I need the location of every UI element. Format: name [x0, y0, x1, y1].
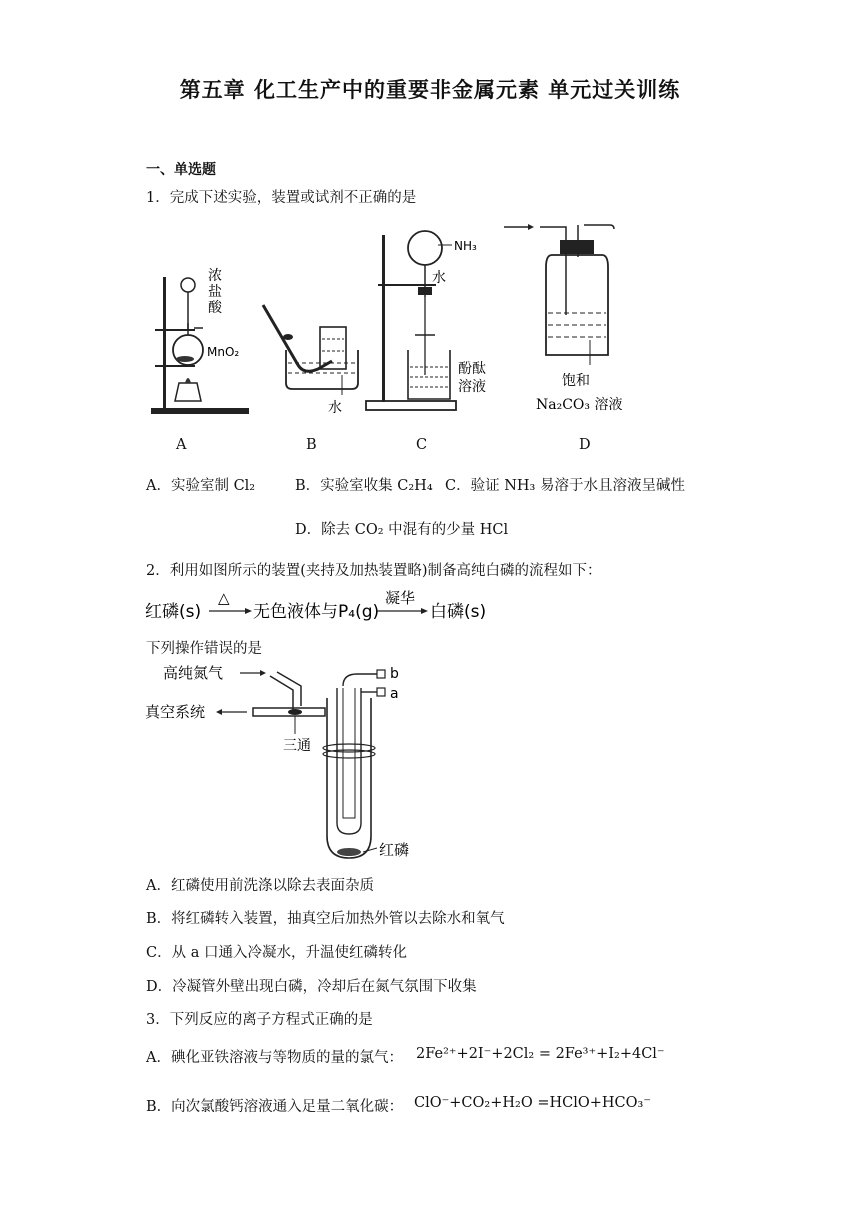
q3-stem: 3．下列反应的离子方程式正确的是 — [146, 1012, 373, 1028]
label-saturated: 饱和 — [562, 373, 590, 389]
q3-option-b-equation: ClO⁻+CO₂+H₂O =HClO+HCO₃⁻ — [414, 1095, 651, 1111]
label-water-b: 水 — [328, 400, 342, 416]
q1-option-d: D．除去 CO₂ 中混有的少量 HCl — [295, 522, 509, 538]
flow-deposition: 凝华 — [385, 589, 416, 607]
apparatus-d-figure — [500, 215, 645, 420]
caption-c: C — [416, 437, 428, 453]
q2-option-a: A．红磷使用前洗涤以除去表面杂质 — [146, 878, 374, 894]
flow-white-phosphorus: 白磷(s) — [430, 602, 487, 622]
q2-flow-diagram — [145, 586, 505, 630]
caption-a: A — [176, 437, 187, 453]
q1-option-c: C．验证 NH₃ 易溶于水且溶液呈碱性 — [445, 478, 685, 494]
q2-option-c: C．从 a 口通入冷凝水，升温使红磷转化 — [146, 945, 407, 961]
q2-apparatus-figure — [145, 658, 415, 868]
label-water-c: 水 — [432, 270, 446, 286]
label-tee: 三通 — [283, 738, 311, 754]
label-mno2: MnO₂ — [207, 345, 240, 359]
q1-option-a: A．实验室制 Cl₂ — [146, 478, 256, 494]
flow-red-phosphorus: 红磷(s) — [145, 602, 202, 622]
q2-stem: 2．利用如图所示的装置(夹持及加热装置略)制备高纯白磷的流程如下： — [146, 563, 602, 579]
label-nh3: NH₃ — [454, 239, 477, 253]
page-title: 第五章 化工生产中的重要非金属元素 单元过关训练 — [179, 78, 681, 102]
q3-option-b-text: B．向次氯酸钙溶液通入足量二氧化碳： — [146, 1099, 404, 1115]
q2-option-b: B．将红磷转入装置，抽真空后加热外管以去除水和氧气 — [146, 911, 505, 927]
caption-b: B — [306, 437, 317, 453]
section-heading: 一、单选题 — [146, 162, 216, 178]
q3-option-a-equation: 2Fe²⁺+2I⁻+2Cl₂ = 2Fe³⁺+I₂+4Cl⁻ — [416, 1046, 665, 1062]
apparatus-a-figure — [145, 255, 260, 420]
label-conc: 浓 — [208, 268, 222, 284]
label-phenol-1: 酚酞 — [458, 361, 486, 377]
q2-sub: 下列操作错误的是 — [146, 641, 262, 657]
label-red-phosphorus: 红磷 — [379, 841, 410, 859]
label-vacuum: 真空系统 — [145, 703, 206, 721]
flow-heat-symbol: △ — [218, 589, 230, 607]
label-port-b: b — [390, 666, 399, 682]
caption-d: D — [579, 437, 591, 453]
apparatus-b-figure — [258, 295, 373, 420]
label-salt: 盐 — [208, 284, 222, 300]
flow-intermediate: 无色液体与P₄(g) — [253, 602, 380, 622]
q1-option-b: B．实验室收集 C₂H₄ — [295, 478, 433, 494]
label-nitrogen: 高纯氮气 — [163, 664, 224, 682]
q1-stem: 1．完成下述实验，装置或试剂不正确的是 — [146, 190, 417, 206]
label-na2co3: Na₂CO₃ 溶液 — [536, 397, 623, 413]
q2-option-d: D．冷凝管外壁出现白磷，冷却后在氮气氛围下收集 — [146, 979, 477, 995]
apparatus-c-figure — [360, 225, 500, 420]
label-port-a: a — [390, 686, 399, 702]
label-phenol-2: 溶液 — [458, 379, 486, 395]
label-acid: 酸 — [208, 300, 222, 316]
q3-option-a-text: A．碘化亚铁溶液与等物质的量的氯气： — [146, 1050, 403, 1066]
